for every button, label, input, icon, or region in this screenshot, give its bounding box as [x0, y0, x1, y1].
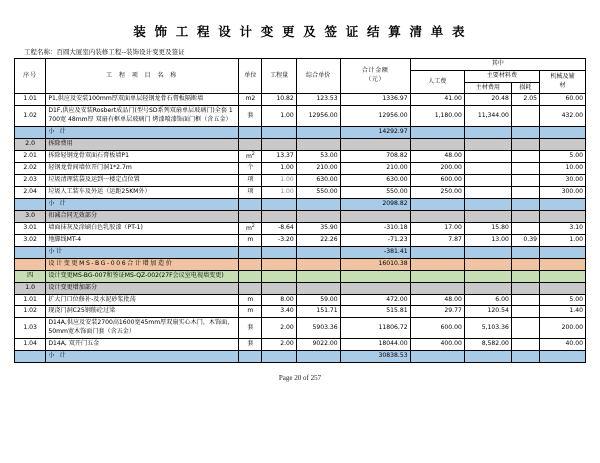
- page-title: 装 饰 工 程 设 计 变 更 及 签 证 结 算 清 单 表: [133, 24, 467, 39]
- cell-seq: [15, 198, 46, 210]
- cell-name: 设计变更MS-BG-006合计增加造价: [46, 259, 239, 271]
- cell-total: [340, 270, 410, 282]
- cell-material: [464, 175, 511, 187]
- header-row-1: [15, 59, 586, 71]
- cell-loss: [511, 175, 539, 187]
- header-among: 其中: [410, 59, 585, 71]
- cell-quantity: 2.00: [262, 318, 296, 339]
- cell-name: 墙面抹灰及涂刷白色乳胶漆（PT-1): [46, 222, 239, 235]
- cell-loss: [511, 126, 539, 138]
- cell-material: 5,103.36: [464, 318, 511, 339]
- cell-machine: 3.10: [540, 222, 586, 235]
- cell-total: -310.18: [340, 222, 410, 235]
- cell-seq: 2.01: [15, 150, 46, 163]
- cell-labor: 48.00: [410, 150, 464, 163]
- cell-labor: 400.00: [410, 338, 464, 350]
- cell-labor: [410, 126, 464, 138]
- cost-estimate-table: [14, 58, 586, 363]
- header-material-cost: 主材费用: [464, 82, 511, 94]
- cell-seq: [15, 350, 46, 362]
- cell-labor: 41.00: [410, 94, 464, 106]
- cell-total: [340, 210, 410, 222]
- cell-quantity: 1.00: [262, 175, 296, 187]
- cell-unit: 项: [239, 187, 262, 199]
- header-total-amount: [340, 59, 410, 94]
- table-row: [15, 150, 586, 163]
- cell-quantity: 1.00: [262, 187, 296, 199]
- table-row: [15, 222, 586, 235]
- group-row: [15, 282, 586, 294]
- cell-machine: [540, 247, 586, 259]
- cell-seq: 1.0: [15, 282, 46, 294]
- cell-unit: m: [239, 294, 262, 306]
- cell-material: [464, 150, 511, 163]
- subtotal-row: [15, 198, 586, 210]
- cell-machine: 10.00: [540, 163, 586, 175]
- cell-name: 地脚线MT-4: [46, 235, 239, 247]
- cell-quantity: [262, 259, 296, 271]
- cell-material: 11,344.00: [464, 106, 511, 127]
- cell-quantity: -3.20: [262, 235, 296, 247]
- cell-name: D1F,供应及安装Rosbert成品门(型号SD系列双扇单层玻璃门)全套 1700宽 48mm厚 双扇有框单层玻璃门 烤漆喷漆饰面门框（含五金）: [46, 106, 239, 127]
- header-unit-price: 综合单价: [296, 59, 340, 94]
- cell-unit: [239, 247, 262, 259]
- cell-unit: [239, 350, 262, 362]
- cell-unit_price: 5903.36: [296, 318, 340, 339]
- cell-total: 16010.38: [340, 259, 410, 271]
- cell-unit: 项: [239, 175, 262, 187]
- cell-machine: 5.00: [540, 294, 586, 306]
- cell-total: 630.00: [340, 175, 410, 187]
- cell-seq: [15, 126, 46, 138]
- cell-loss: [511, 222, 539, 235]
- header-machine-aux-line2: 材: [559, 82, 566, 90]
- header-total-amount-line2: （元）: [365, 76, 386, 84]
- cell-labor: 250.00: [410, 187, 464, 199]
- cell-seq: [15, 247, 46, 259]
- cell-seq: 2.0: [15, 138, 46, 150]
- cell-quantity: [262, 270, 296, 282]
- header-machine-aux-line1: 机械及辅: [550, 73, 575, 81]
- cell-loss: [511, 338, 539, 350]
- cell-unit: [239, 138, 262, 150]
- cell-material: 20.48: [464, 94, 511, 106]
- cell-unit: [239, 259, 262, 271]
- cell-unit: [239, 126, 262, 138]
- cell-labor: 29.77: [410, 306, 464, 318]
- cell-seq: 2.03: [15, 175, 46, 187]
- table-row: [15, 235, 586, 247]
- table-row: [15, 94, 586, 106]
- section-header-row: [15, 270, 586, 282]
- cell-unit_price: [296, 247, 340, 259]
- group-row: [15, 210, 586, 222]
- cell-machine: [540, 126, 586, 138]
- header-total-amount-line1: 合计金额: [361, 67, 389, 75]
- cell-name: 设计变更增加部分: [46, 282, 239, 294]
- cell-name: D14A,供应及安装2700高1600宽45mm厚双扇实心木门，木饰面，50mm宽木饰面门套（含五金）: [46, 318, 239, 339]
- cell-quantity: [262, 210, 296, 222]
- cell-quantity: 13.37: [262, 150, 296, 163]
- cell-unit_price: 53.00: [296, 150, 340, 163]
- cell-labor: [410, 270, 464, 282]
- cell-loss: 2.05: [511, 94, 539, 106]
- cell-quantity: [262, 126, 296, 138]
- cell-material: 8,582.00: [464, 338, 511, 350]
- cell-unit_price: 151.71: [296, 306, 340, 318]
- cell-material: 15.80: [464, 222, 511, 235]
- cell-quantity: [262, 247, 296, 259]
- cell-seq: 3.01: [15, 222, 46, 235]
- subtotal-row: [15, 126, 586, 138]
- cell-machine: [540, 198, 586, 210]
- header-quantity: 工程量: [262, 59, 296, 94]
- cell-unit: [239, 270, 262, 282]
- cell-loss: [511, 270, 539, 282]
- cell-labor: 17.00: [410, 222, 464, 235]
- cell-material: 120.54: [464, 306, 511, 318]
- table-row: [15, 318, 586, 339]
- cell-total: 515.81: [340, 306, 410, 318]
- cell-name: 扩大门口位修补-及水泥砂浆批荡: [46, 294, 239, 306]
- cell-name: 小 计: [46, 126, 239, 138]
- cell-unit_price: 630.00: [296, 175, 340, 187]
- cell-total: 550.00: [340, 187, 410, 199]
- cell-material: [464, 210, 511, 222]
- cell-material: 6.00: [464, 294, 511, 306]
- cell-unit: [239, 282, 262, 294]
- cell-loss: [511, 247, 539, 259]
- cell-machine: [540, 138, 586, 150]
- cell-unit_price: 59.00: [296, 294, 340, 306]
- cell-name: D14A, 双开门五金: [46, 338, 239, 350]
- group-row: [15, 138, 586, 150]
- cell-loss: [511, 138, 539, 150]
- cell-unit_price: 35.90: [296, 222, 340, 235]
- cell-unit_price: [296, 259, 340, 271]
- cell-seq: 四: [15, 270, 46, 282]
- cell-name: 扣减合同无效部分: [46, 210, 239, 222]
- cell-quantity: 3.40: [262, 306, 296, 318]
- cell-labor: [410, 138, 464, 150]
- cell-unit_price: 123.53: [296, 94, 340, 106]
- cell-material: [464, 282, 511, 294]
- table-row: [15, 338, 586, 350]
- cell-quantity: 2.00: [262, 338, 296, 350]
- cell-name: P1,供应及安装100mm厚双面单层轻钢龙骨石膏板隔断墙: [46, 94, 239, 106]
- cell-unit_price: [296, 210, 340, 222]
- cell-seq: 1.04: [15, 338, 46, 350]
- cell-seq: 2.02: [15, 163, 46, 175]
- cell-seq: 1.01: [15, 94, 46, 106]
- cell-material: [464, 198, 511, 210]
- cell-quantity: 10.82: [262, 94, 296, 106]
- cell-name: 垃圾人工装车及外运（运距25KM外）: [46, 187, 239, 199]
- cell-name: 小计: [46, 247, 239, 259]
- cell-unit: $m^2$: [239, 222, 262, 235]
- cell-labor: [410, 350, 464, 362]
- cell-unit_price: 12956.00: [296, 106, 340, 127]
- cell-total: -381.41: [340, 247, 410, 259]
- subtotal-row: [15, 247, 586, 259]
- table-body: [15, 94, 586, 362]
- table-row: [15, 106, 586, 127]
- cell-total: 14292.97: [340, 126, 410, 138]
- page-footer: Page 20 of 257: [278, 373, 322, 382]
- header-machine-aux: [540, 70, 586, 94]
- cell-quantity: [262, 350, 296, 362]
- subtotal-row: [15, 350, 586, 362]
- cell-unit: m: [239, 306, 262, 318]
- header-labor-cost: 人工费: [410, 70, 464, 94]
- cell-machine: 432.00: [540, 106, 586, 127]
- cell-loss: 0.39: [511, 235, 539, 247]
- cell-unit: [239, 210, 262, 222]
- cell-unit_price: [296, 350, 340, 362]
- cell-loss: [511, 210, 539, 222]
- table-row: [15, 294, 586, 306]
- cell-name: 小 计: [46, 198, 239, 210]
- cell-total: -71.23: [340, 235, 410, 247]
- cell-machine: [540, 350, 586, 362]
- cell-name: 小 计: [46, 350, 239, 362]
- cell-unit_price: [296, 126, 340, 138]
- cell-loss: [511, 198, 539, 210]
- cell-total: 708.82: [340, 150, 410, 163]
- table-header: [15, 59, 586, 94]
- cell-machine: 40.00: [540, 338, 586, 350]
- cell-total: 11806.72: [340, 318, 410, 339]
- cell-loss: [511, 163, 539, 175]
- cell-quantity: 8.00: [262, 294, 296, 306]
- header-unit: 单位: [239, 59, 262, 94]
- cell-total: 210.00: [340, 163, 410, 175]
- cell-material: [464, 270, 511, 282]
- cell-labor: 600.00: [410, 175, 464, 187]
- cell-unit: $m^2$: [239, 150, 262, 163]
- cell-labor: 7.87: [410, 235, 464, 247]
- cell-material: [464, 187, 511, 199]
- project-name-label: 工程名称：百圆大厦室内装修工程--装饰设计变更及签证: [24, 48, 185, 56]
- cell-name: 垃圾清理装袋及运到一楼定点位置: [46, 175, 239, 187]
- cell-unit_price: 210.00: [296, 163, 340, 175]
- cell-material: [464, 138, 511, 150]
- cell-loss: [511, 318, 539, 339]
- cell-machine: 1.00: [540, 235, 586, 247]
- cell-seq: [15, 259, 46, 271]
- cell-loss: [511, 106, 539, 127]
- cell-unit: m2: [239, 94, 262, 106]
- cell-unit: m: [239, 235, 262, 247]
- cell-quantity: [262, 198, 296, 210]
- cell-machine: [540, 270, 586, 282]
- cell-seq: 2.04: [15, 187, 46, 199]
- cell-labor: [410, 259, 464, 271]
- cell-loss: [511, 259, 539, 271]
- cell-loss: [511, 187, 539, 199]
- cell-material: 13.00: [464, 235, 511, 247]
- cell-quantity: -8.64: [262, 222, 296, 235]
- cell-loss: [511, 294, 539, 306]
- cell-material: [464, 126, 511, 138]
- cell-labor: 600.00: [410, 318, 464, 339]
- cell-name: 轻钢龙骨间墙位开门洞1*2.7m: [46, 163, 239, 175]
- cell-total: 1336.97: [340, 94, 410, 106]
- cell-loss: [511, 306, 539, 318]
- cell-seq: 1.02: [15, 306, 46, 318]
- cell-machine: [540, 282, 586, 294]
- cell-unit_price: 22.26: [296, 235, 340, 247]
- header-item-name: 工 程 项 目 名 称: [46, 59, 239, 94]
- cell-seq: 1.02: [15, 106, 46, 127]
- cell-machine: 5.00: [540, 150, 586, 163]
- cell-unit_price: [296, 270, 340, 282]
- cell-unit_price: [296, 198, 340, 210]
- cell-machine: 200.00: [540, 318, 586, 339]
- cell-quantity: [262, 138, 296, 150]
- cell-material: [464, 350, 511, 362]
- cell-labor: 1,180.00: [410, 106, 464, 127]
- cell-name: 拆除费用: [46, 138, 239, 150]
- cell-loss: [511, 350, 539, 362]
- cell-unit: [239, 198, 262, 210]
- table-row: [15, 163, 586, 175]
- cell-seq: 3.0: [15, 210, 46, 222]
- table-row: [15, 306, 586, 318]
- cell-material: [464, 163, 511, 175]
- cell-machine: 300.00: [540, 187, 586, 199]
- cell-labor: [410, 247, 464, 259]
- cell-seq: 3.02: [15, 235, 46, 247]
- cell-labor: [410, 198, 464, 210]
- table-row: [15, 187, 586, 199]
- cell-name: 拆除轻钢龙骨双面石膏板墙P1: [46, 150, 239, 163]
- cell-unit_price: [296, 282, 340, 294]
- cell-loss: [511, 150, 539, 163]
- cell-quantity: 1.00: [262, 163, 296, 175]
- cell-unit: 个: [239, 163, 262, 175]
- cell-quantity: 1.00: [262, 106, 296, 127]
- cell-unit: 套: [239, 338, 262, 350]
- cell-total: [340, 282, 410, 294]
- cell-machine: 60.00: [540, 94, 586, 106]
- cell-labor: 48.00: [410, 294, 464, 306]
- cell-labor: 200.00: [410, 163, 464, 175]
- cell-total: 12956.00: [340, 106, 410, 127]
- cell-total: [340, 138, 410, 150]
- cell-material: [464, 259, 511, 271]
- section-summary-row: [15, 259, 586, 271]
- table-row: [15, 175, 586, 187]
- cell-unit_price: [296, 138, 340, 150]
- header-seq: 序号: [15, 59, 46, 94]
- cell-seq: 1.01: [15, 294, 46, 306]
- cell-labor: [410, 210, 464, 222]
- cell-total: 2098.82: [340, 198, 410, 210]
- header-loss: 损耗: [511, 82, 539, 94]
- cell-total: 18044.00: [340, 338, 410, 350]
- cell-material: [464, 247, 511, 259]
- cell-unit: 套: [239, 106, 262, 127]
- cell-seq: 1.03: [15, 318, 46, 339]
- cell-name: 设计变更MS-BG-007和签证MS-QZ-002(27F会议室电视墙变更): [46, 270, 239, 282]
- cell-labor: [410, 282, 464, 294]
- cell-name: 现浇门洞C25钢筋砼过梁: [46, 306, 239, 318]
- cell-machine: 30.00: [540, 175, 586, 187]
- cell-total: 472.00: [340, 294, 410, 306]
- cell-unit_price: 550.00: [296, 187, 340, 199]
- cell-machine: 1.40: [540, 306, 586, 318]
- cell-total: 30838.53: [340, 350, 410, 362]
- cell-quantity: [262, 282, 296, 294]
- header-main-material-cost: 主要材料费: [464, 70, 539, 82]
- cell-loss: [511, 282, 539, 294]
- cell-machine: [540, 210, 586, 222]
- cell-machine: [540, 259, 586, 271]
- cell-unit: 套: [239, 318, 262, 339]
- cell-unit_price: 9022.00: [296, 338, 340, 350]
